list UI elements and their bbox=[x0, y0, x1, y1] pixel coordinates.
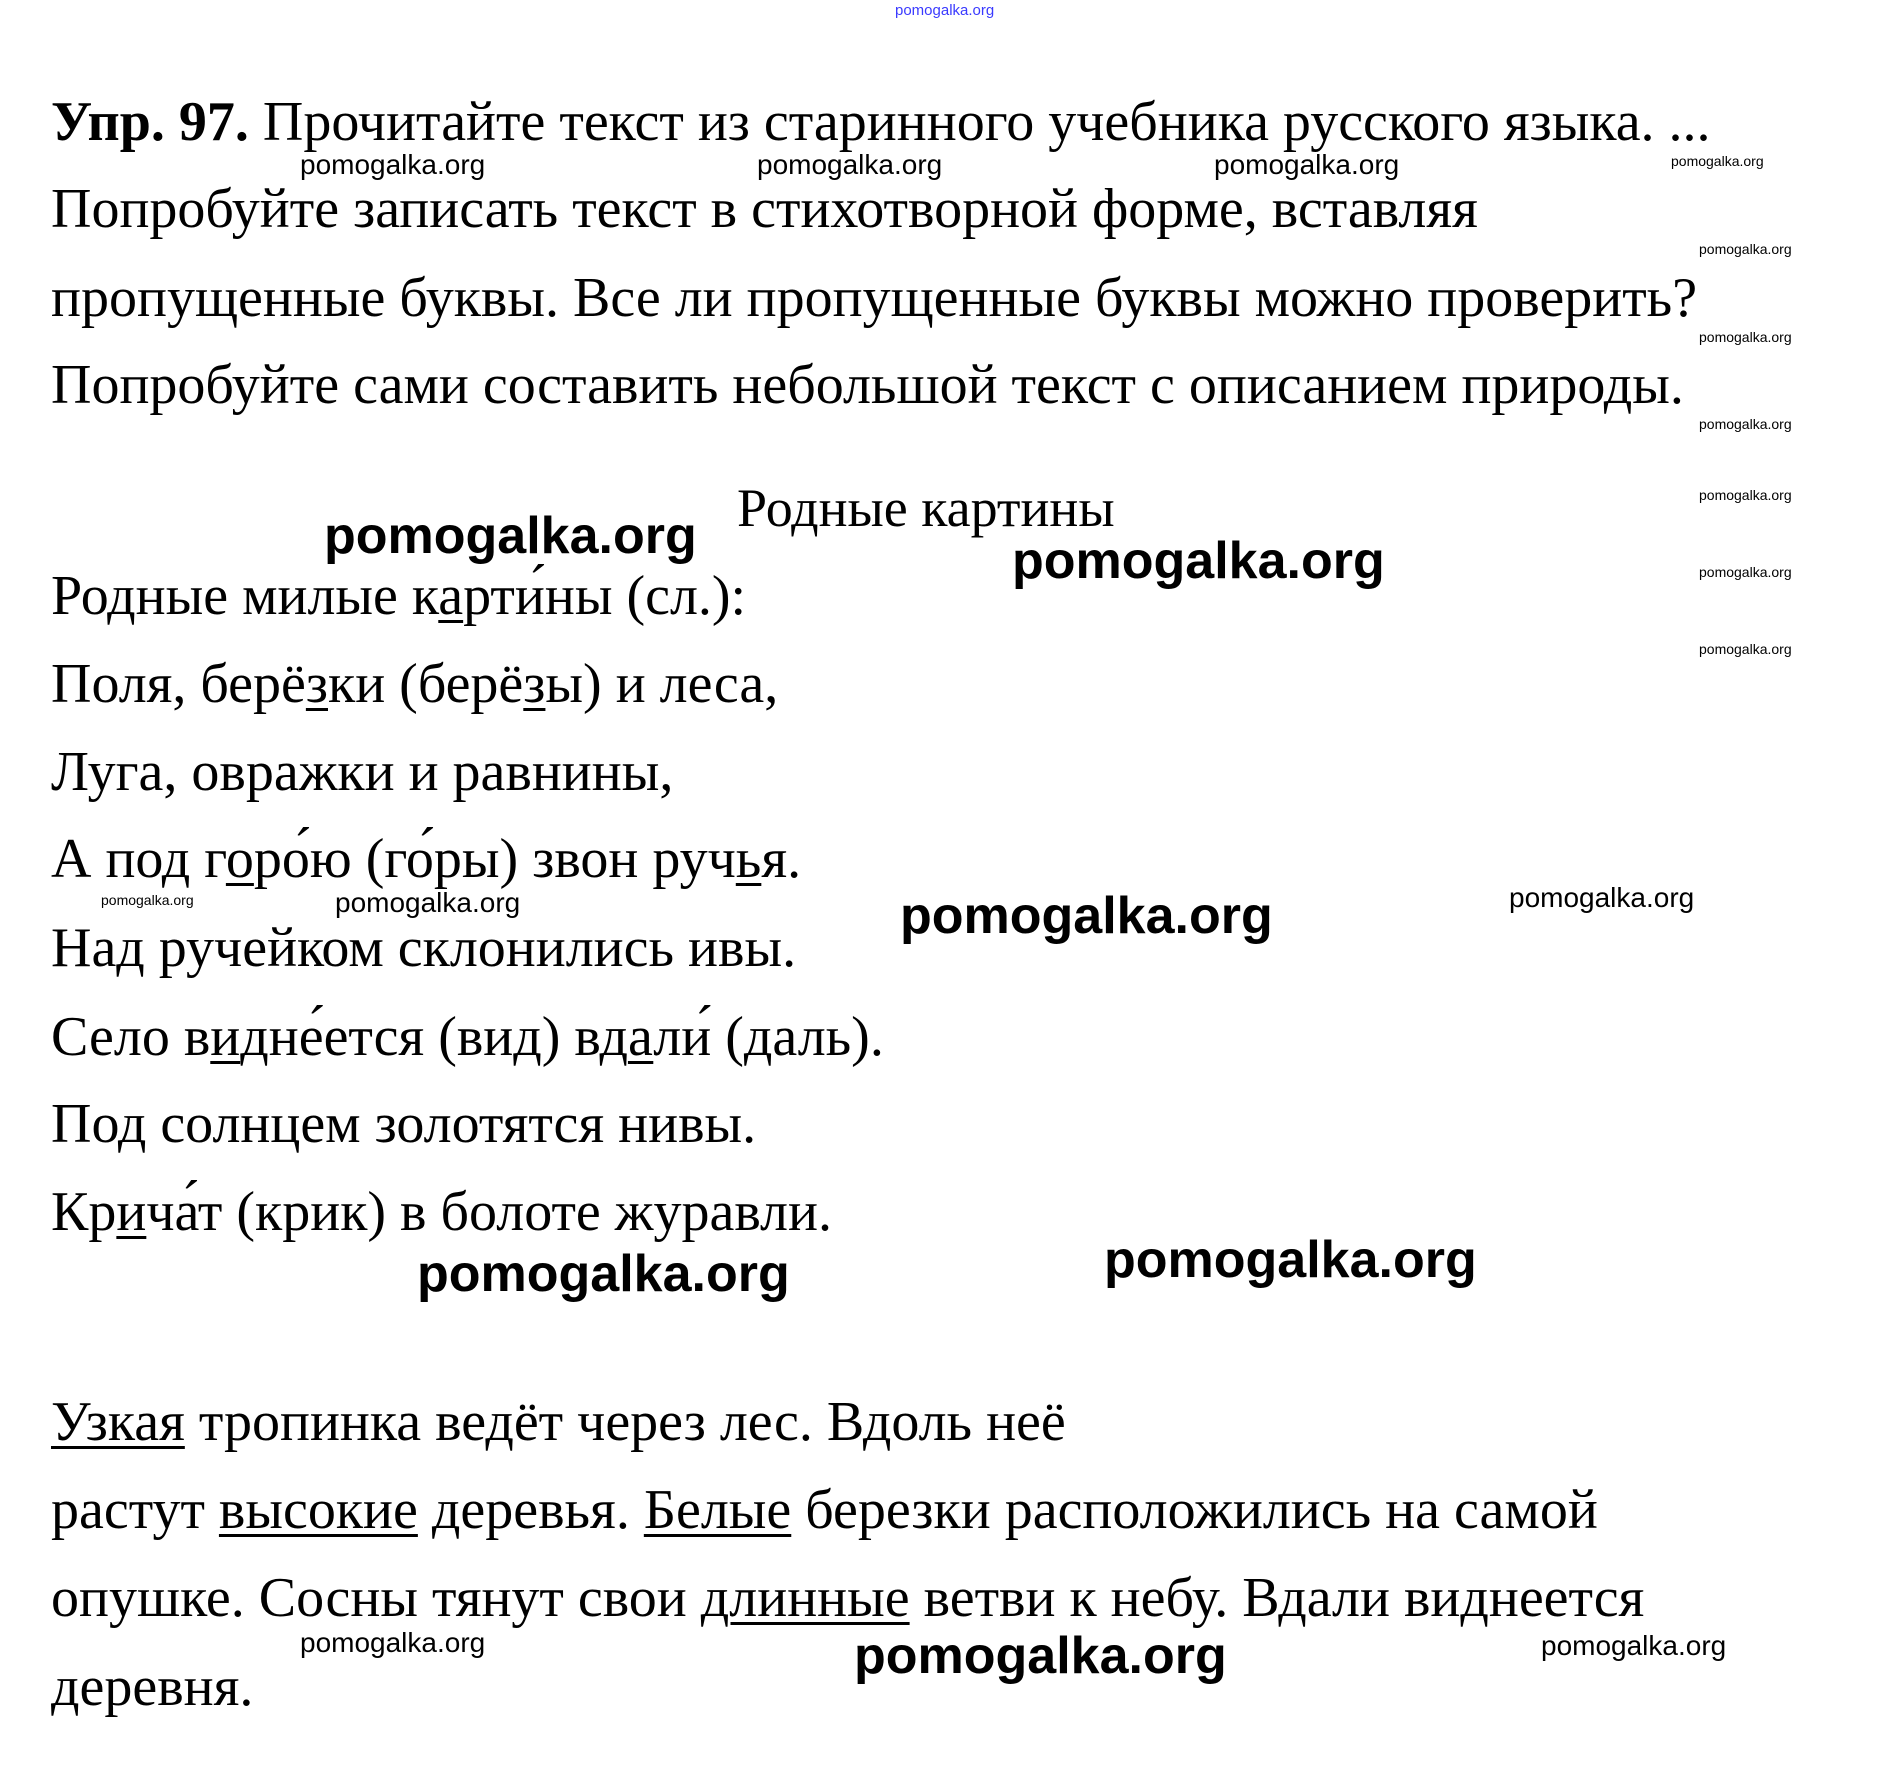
text-segment: дне́ется (вид) вд bbox=[240, 1006, 628, 1068]
text-segment: Поля, берё bbox=[51, 653, 306, 715]
watermark: pomogalka.org bbox=[324, 507, 697, 565]
prose-line bbox=[51, 1479, 1598, 1541]
underlined-letter: а bbox=[438, 565, 464, 627]
poem-title: Родные картины bbox=[737, 478, 1115, 538]
watermark: pomogalka.org bbox=[1699, 329, 1792, 345]
prose-line bbox=[51, 1656, 254, 1718]
underlined-letter: Узкая bbox=[51, 1391, 185, 1453]
text-segment: ки (берё bbox=[328, 653, 524, 715]
watermark: pomogalka.org bbox=[1699, 641, 1792, 657]
text-segment: Село в bbox=[51, 1006, 211, 1068]
task-line-4: Попробуйте сами составить небольшой текст с описанием природы. bbox=[51, 354, 1684, 416]
poem-line bbox=[51, 1181, 832, 1243]
text-segment: Над ручейком склонились ивы. bbox=[51, 917, 797, 979]
task-line-1 bbox=[51, 91, 1711, 153]
underlined-letter: з bbox=[305, 653, 328, 715]
watermark: pomogalka.org bbox=[854, 1627, 1227, 1685]
task-line-2: Попробуйте записать текст в стихотворной форме, вставляя bbox=[51, 178, 1478, 240]
text-segment: ли́ (даль). bbox=[653, 1006, 884, 1068]
watermark: pomogalka.org bbox=[300, 149, 486, 180]
text-segment: опушке. Сосны тянут свои bbox=[51, 1567, 701, 1629]
underlined-letter: Белые bbox=[643, 1479, 792, 1541]
watermark-top: pomogalka.org bbox=[895, 2, 995, 19]
text-segment: А под г bbox=[51, 828, 226, 890]
poem-line bbox=[51, 1093, 757, 1155]
watermark: pomogalka.org bbox=[1699, 487, 1792, 503]
text-segment: растут bbox=[51, 1479, 219, 1541]
text-segment: Родные милые к bbox=[51, 565, 439, 627]
watermark: pomogalka.org bbox=[900, 887, 1273, 945]
text-segment: ча́т (крик) в болоте журавли. bbox=[146, 1181, 832, 1243]
poem-line bbox=[51, 565, 747, 627]
watermark: pomogalka.org bbox=[335, 887, 521, 918]
poem-line bbox=[51, 653, 779, 715]
underlined-letter: и bbox=[116, 1181, 147, 1243]
watermark: pomogalka.org bbox=[300, 1627, 486, 1658]
watermark: pomogalka.org bbox=[1699, 564, 1792, 580]
text-segment: деревня. bbox=[51, 1656, 254, 1718]
underlined-letter: о bbox=[225, 828, 254, 890]
text-segment: я. bbox=[761, 828, 802, 890]
poem-line bbox=[51, 917, 797, 979]
underlined-letter: ь bbox=[735, 828, 762, 890]
watermark: pomogalka.org bbox=[1509, 882, 1695, 913]
watermark: pomogalka.org bbox=[1671, 153, 1764, 169]
poem-line bbox=[51, 828, 802, 890]
watermark: pomogalka.org bbox=[417, 1245, 790, 1303]
watermark: pomogalka.org bbox=[1214, 149, 1400, 180]
text-segment: ветви к небу. Вдали виднеется bbox=[909, 1567, 1645, 1629]
exercise-number: Упр. 97. bbox=[51, 91, 249, 153]
poem-line bbox=[51, 1006, 884, 1068]
text-segment: Кр bbox=[51, 1181, 117, 1243]
watermark: pomogalka.org bbox=[757, 149, 943, 180]
watermark: pomogalka.org bbox=[1699, 241, 1792, 257]
text-segment: Под солнцем золотятся нивы. bbox=[51, 1093, 757, 1155]
prose-line bbox=[51, 1391, 1066, 1453]
text-segment: тропинка ведёт через лес. Вдоль неё bbox=[184, 1391, 1066, 1453]
task-text: Прочитайте текст из старинного учебника русского языка. ... bbox=[248, 91, 1711, 153]
text-segment: Луга, овражки и равнины, bbox=[51, 741, 674, 803]
underlined-letter: высокие bbox=[218, 1479, 418, 1541]
text-segment: ро́ю (го́ры) звон руч bbox=[253, 828, 736, 890]
text-segment: березки расположились на самой bbox=[791, 1479, 1598, 1541]
task-line-3: пропущенные буквы. Все ли пропущенные буквы можно проверить? bbox=[51, 267, 1698, 329]
text-segment: деревья. bbox=[417, 1479, 644, 1541]
watermark: pomogalka.org bbox=[1699, 416, 1792, 432]
watermark: pomogalka.org bbox=[1541, 1630, 1727, 1661]
underlined-letter: и bbox=[210, 1006, 241, 1068]
watermark: pomogalka.org bbox=[101, 892, 194, 908]
underlined-letter: з bbox=[523, 653, 546, 715]
text-segment: ы) и леса, bbox=[545, 653, 779, 715]
underlined-letter: а bbox=[627, 1006, 654, 1068]
watermark: pomogalka.org bbox=[1104, 1231, 1477, 1289]
poem-line bbox=[51, 741, 674, 803]
prose-line bbox=[51, 1567, 1645, 1629]
watermark: pomogalka.org bbox=[1012, 532, 1385, 590]
underlined-letter: длинные bbox=[700, 1567, 910, 1629]
text-segment: рти́ны (сл.): bbox=[463, 565, 747, 627]
